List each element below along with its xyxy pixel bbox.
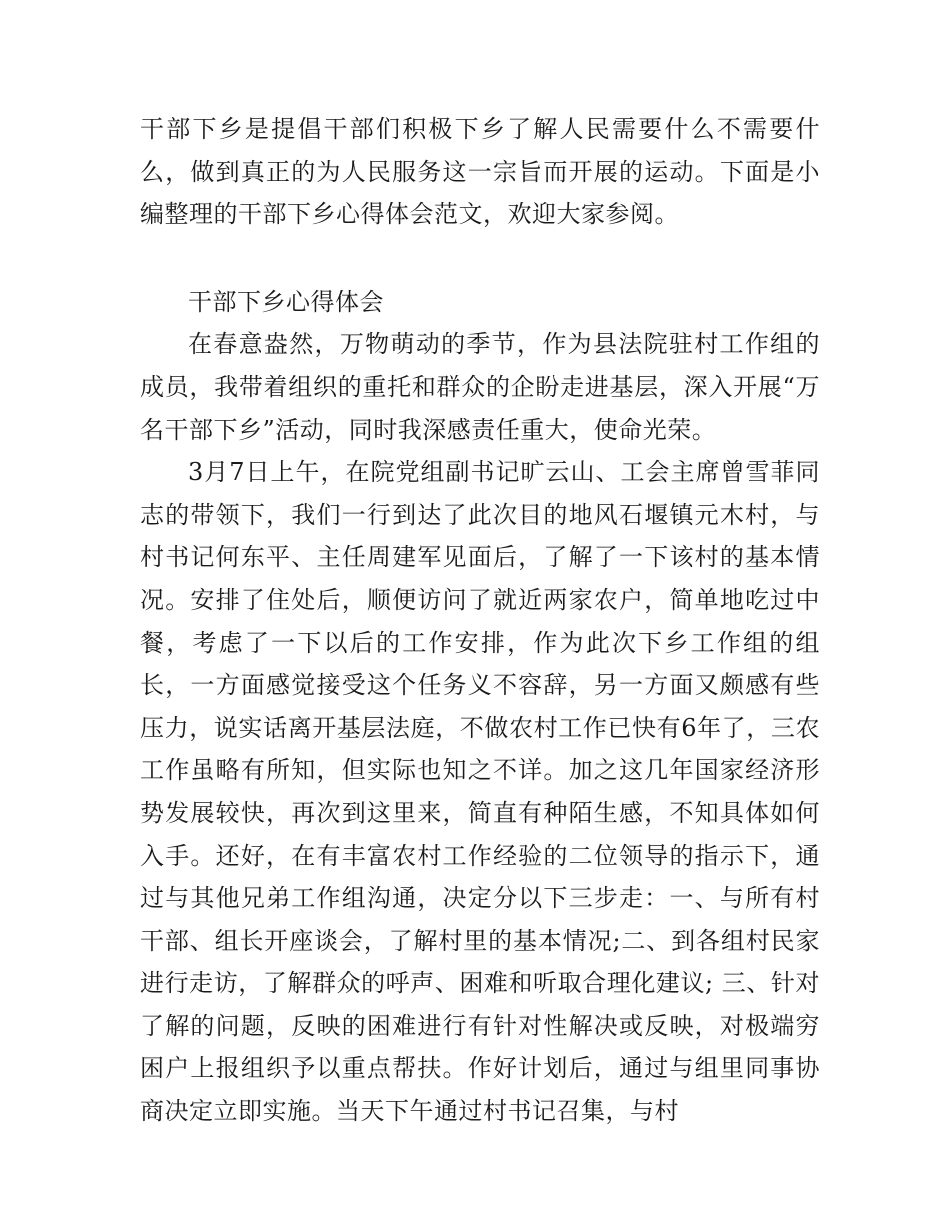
intro-paragraph: 干部下乡是提倡干部们积极下乡了解人民需要什么不需要什么，做到真正的为人民服务这一宗旨而开展的运动。下面是小编整理的干部下乡心得体会范文，欢迎大家参阅。 (140, 115, 820, 229)
document-heading: 干部下乡心得体会 (188, 287, 384, 316)
document-body (140, 108, 820, 1133)
body-paragraph-2: 3月7日上午，在院党组副书记旷云山、工会主席曾雪菲同志的带领下，我们一行到达了此次目的地风石堰镇元木村，与村书记何东平、主任周建军见面后，了解了一下该村的基本情况。安排了住处后，顺便访问了就近两家农户，简单地吃过中餐，考虑了一下以后的工作安排，作为此次下乡工作组的组长，一方面感觉接受这个任务义不容辞，另一方面又颇感有些压力，说实话离开基层法庭，不做农村工作已快有6年了，三农工作虽略有所知，但实际也知之不详。加之这几年国家经济形势发展较快，再次到这里来，简直有种陌生感，不知具体如何入手。还好，在有丰富农村工作经验的二位领导的指示下，通过与其他兄弟工作组沟通，决定分以下三步走：一、与所有村干部、组长开座谈会，了解村里的基本情况;二、到各组村民家进行走访，了解群众的呼声、困难和听取合理化建议; 三、针对了解的问题，反映的困难进行有针对性解决或反映，对极端穷困户上报组织予以重点帮扶。作好计划后，通过与组里同事协商决定立即实施。当天下午通过村书记召集，与村 (140, 458, 820, 1126)
body-paragraph-1: 在春意盎然，万物萌动的季节，作为县法院驻村工作组的成员，我带着组织的重托和群众的企盼走进基层，深入开展“万名干部下乡”活动，同时我深感责任重大，使命光荣。 (140, 330, 820, 444)
